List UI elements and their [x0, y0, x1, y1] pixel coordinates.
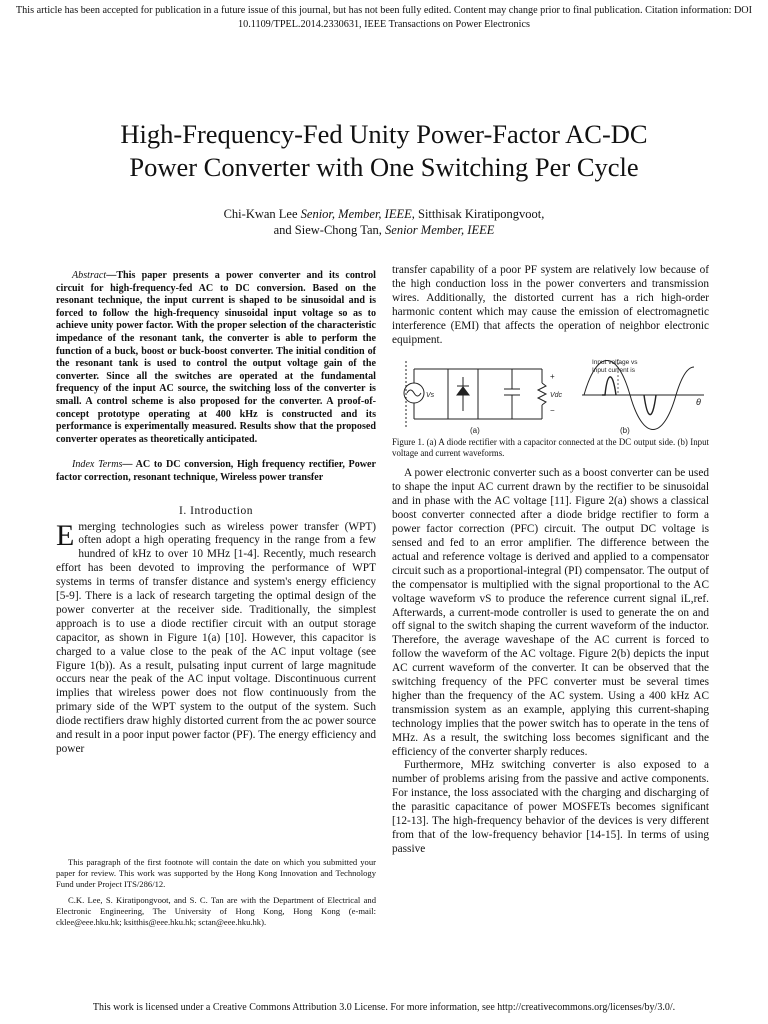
- title-line-1: High-Frequency-Fed Unity Power-Factor AC-DC: [120, 119, 648, 149]
- left-column: [56, 270, 376, 757]
- author-line-1: [60, 206, 708, 222]
- index-terms: [56, 459, 376, 484]
- author-name: and Siew-Chong Tan,: [273, 223, 382, 237]
- figure-1a-label: (a): [470, 426, 480, 436]
- author-name: Sitthisak Kiratipongvoot,: [418, 207, 545, 221]
- publication-notice: This article has been accepted for publication in a future issue of this journal, but has not been fully edited. Content may change prior to final publication. Citation information: DOI 10.1109/TPEL.2014.2330631, IEEE Transactions on Power Electronics: [15, 5, 753, 30]
- vdc-label: Vdc: [550, 392, 563, 400]
- load-resistor: [538, 383, 546, 405]
- footnote-1: This paragraph of the first footnote will contain the date on which you submitted your paper for review. This work was supported by the Hong Kong Innovation and Technology Fund under Project ITS/286/12.: [56, 857, 376, 889]
- paragraph-3: Furthermore, MHz switching converter is also exposed to a number of problems arising from the passive and active components. For instance, the loss associated with the charging and discharging of the parasitic capacitance of power MOSFETs becomes significant [12-13]. The high-frequency behavior of the devices is very different from that of the low-frequency behavior [14-15]. In terms of using passive: [392, 759, 709, 855]
- minus-label: −: [550, 406, 555, 416]
- author-list: [60, 206, 708, 238]
- figure-1: [392, 355, 709, 435]
- theta-label: θ: [696, 397, 701, 408]
- author-role: Senior Member, IEEE: [385, 223, 495, 237]
- author-line-2: [60, 222, 708, 238]
- index-terms-text: — AC to DC conversion, High frequency rectifier, Power factor correction, resonant technique, Wireless power transfer: [56, 459, 376, 483]
- license-footer: This work is licensed under a Creative Commons Attribution 3.0 License. For more information, see http://creativecommons.org/licenses/by/3.0/.: [92, 1002, 676, 1013]
- figure-1b-label: (b): [620, 426, 630, 436]
- figure-caption: Figure 1. (a) A diode rectifier with a capacitor connected at the DC output side. (b) Input voltage and current waveforms.: [392, 437, 709, 459]
- author-name: Chi-Kwan Lee: [223, 207, 298, 221]
- input-current-wave: [602, 377, 656, 415]
- footnotes: [56, 857, 376, 933]
- intro-paragraph: [56, 518, 376, 757]
- drop-cap: E: [56, 518, 75, 552]
- vs-label: Vs: [426, 392, 435, 400]
- plus-label: +: [550, 372, 555, 382]
- legend-input-current: Input current is: [592, 367, 635, 375]
- legend-input-voltage: Input voltage vs: [592, 359, 638, 367]
- author-role: Senior, Member, IEEE,: [300, 207, 415, 221]
- paper-title: [30, 118, 738, 184]
- figure-1-graphic: [392, 355, 709, 435]
- paragraph-2: A power electronic converter such as a boost converter can be used to shape the input AC current drawn by the rectifier to be sinusoidal and in phase with the AC voltage [11]. Figure 2(a) shows a classical boost converter connected after a diode bridge rectifier to form a power factor correction (PFC) circuit. The output DC voltage is sensed and fed to an error amplifier. The difference between the actual and reference voltage is derived and applied to a compensator circuit such as a proportional-integral (PI) compensator. The output of the compensator is multiplied with the signal proportional to the AC voltage waveform vS to produce the reference current signal iL,ref. Afterwards, a current-mode controller is used to generate the on and off signal to the switch shaping the current waveform of the inductor. Therefore, the average waveshape of the AC current is forced to follow the waveform of the AC voltage. Figure 2(b) depicts the input AC current waveform of the converter. It can be observed that the switching frequency of the PFC converter must be several times higher than the frequency of the AC system. Using a 400 kHz AC transmission system as an example, applying this current-shaping technology implies that the power switch has to operate in the tens of MHz. As a result, the switching loss becomes significant and the efficiency of the converter sharply reduces.: [392, 467, 709, 758]
- abstract-text: —This paper presents a power converter and its control circuit for high-frequency-fed AC to DC conversion. Based on the resonant technique, the input current is shaped to be sinusoidal and is forced to follow the high-frequency sinusoidal input voltage so as to achieve unity power factor. With the proper selection of the characteristic impedance of the resonant tank, the converter is able to perform the function of a buck, boost or buck-boost converter. The initial condition of the resonant tank is used to control the output voltage gain of the converter. Since all the switches are operated at the fundamental frequency of the input AC source, the switching loss of the converter is small. A control scheme is also proposed for the converter. A proof-of-concept prototype operating at 400 kHz is constructed and its performance is experimentally measured. Results show that the proposed converter operates as theoretically anticipated.: [56, 270, 376, 445]
- index-terms-label: Index Terms: [72, 459, 123, 471]
- abstract-label: Abstract: [72, 270, 107, 281]
- paragraph-1: transfer capability of a poor PF system are relatively low because of the high conduction loss in the power converters and transmission wires. Additionally, the distorted current has a rich high-order harmonic content which may cause the emission of electromagnetic interference (EMI) that affects the operation of neighbor electronic equipment.: [392, 264, 709, 346]
- section-heading: I. Introduction: [179, 504, 253, 517]
- footnote-2: C.K. Lee, S. Kiratipongvoot, and S. C. Tan are with the Department of Electrical and Electronic Engineering, The University of Hong Kong, Hong Kong (e-mail: cklee@eee.hku.hk; ksitthis@eee.hku.hk; sctan@eee.hku.hk).: [56, 895, 376, 927]
- right-column: [392, 264, 709, 857]
- abstract: [56, 270, 376, 446]
- title-line-2: Power Converter with One Switching Per Cycle: [129, 152, 639, 182]
- intro-text: merging technologies such as wireless power transfer (WPT) often adopt a high operating frequency in the range from a few hundred of kHz to over 10 MHz [1-4]. Recently, much research effort has been devoted to improving the performance of WPT systems in terms of transfer distance and system's energy efficiency [5-9]. There is a lack of research targeting the optimal design of the power converter at the receiver side. Traditionally, the simplest approach is to use a diode rectifier circuit with an output storage capacitor, as shown in Figure 1(a) [10]. However, this capacitor is charged to a value close to the peak of the AC input voltage (see Figure 1(b)). As a result, pulsating input current of large magnitude occurs near the peak of the AC input voltage. Discontinuous current implies that wireless power does not flow continuously from the primary side of the WPT system to the output of the system. Such diode rectifiers draw highly distorted current from the ac power source and result in a poor input power factor (PF). The energy efficiency and power: [56, 520, 376, 755]
